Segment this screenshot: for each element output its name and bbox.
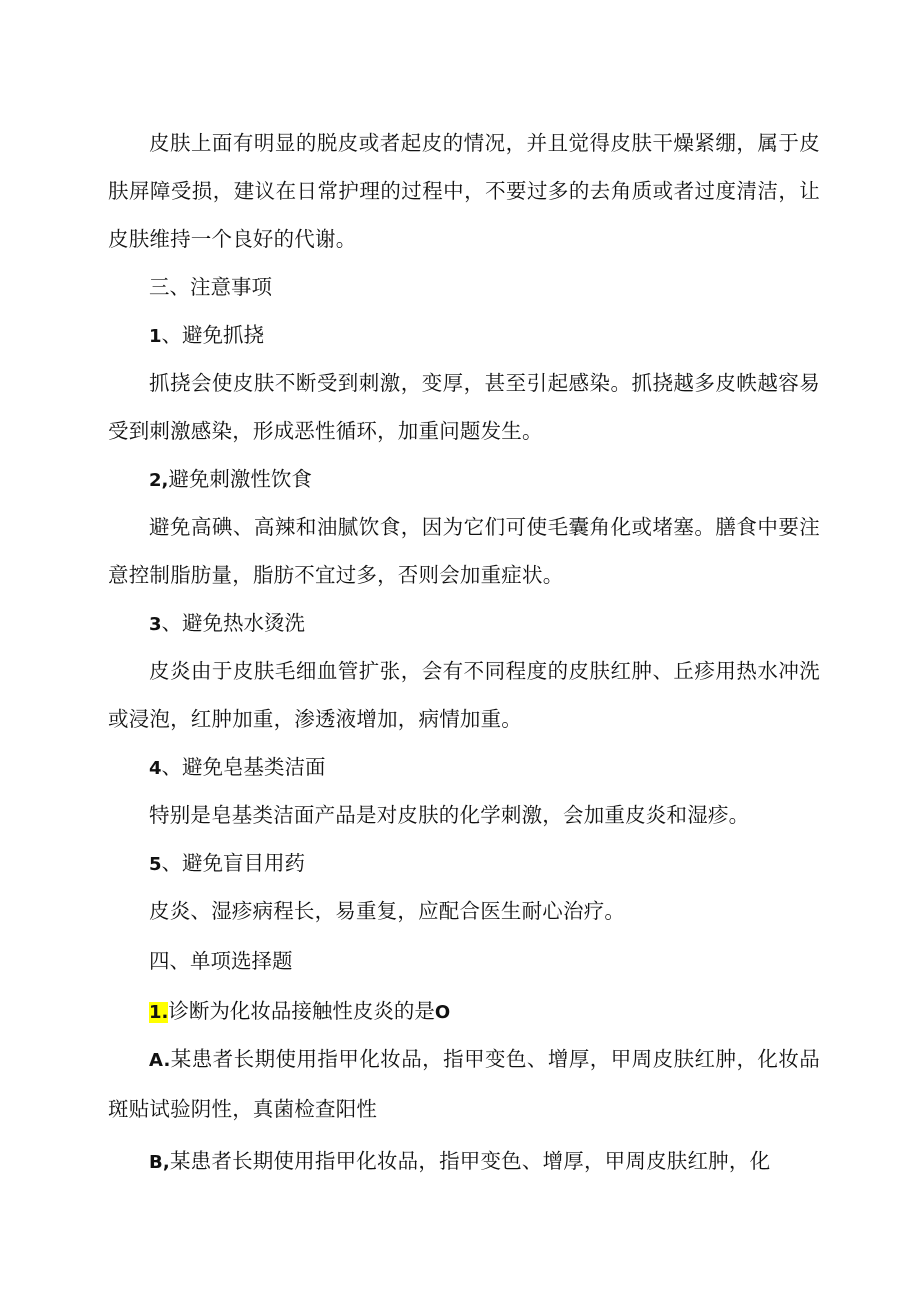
option-label: B, [149,1152,170,1173]
item-title: 、避免热水烫洗 [161,611,306,635]
item-title: 、避免皂基类洁面 [161,755,326,779]
item-number: 1 [149,326,162,347]
item-body-5: 皮炎、湿疹病程长，易重复，应配合医生耐心治疗。 [149,899,626,923]
item-number: 5 [149,854,162,875]
item-title: 、避免盲目用药 [161,851,306,875]
item-heading-2 [149,455,312,505]
item-heading-4 [149,743,326,793]
item-body-4: 特别是皂基类洁面产品是对皮肤的化学刺激，会加重皮炎和湿疹。 [149,803,750,827]
item-heading-5 [149,839,305,889]
item-heading-1 [149,311,264,361]
item-body-3: 皮炎由于皮肤毛细血管扩张，会有不同程度的皮肤红肿、丘疹用热水冲洗或浸泡，红肿加重，渗透液增加，病情加重。 [108,659,820,731]
answer-blank: O [434,1002,451,1023]
question-stem: 诊断为化妆品接触性皮炎的是 [168,999,435,1023]
option-text: 某患者长期使用指甲化妆品，指甲变色、增厚，甲周皮肤红肿，化 [169,1149,771,1173]
item-number: 4 [149,758,162,779]
item-body-2: 避免高碘、高辣和油腻饮食，因为它们可使毛囊角化或堵塞。膳食中要注意控制脂肪量，脂肪不宜过多，否则会加重症状。 [108,515,820,587]
option-a [108,1035,820,1133]
option-b [108,1137,820,1187]
item-number: 2, [149,470,169,491]
item-title: 避免刺激性饮食 [168,467,312,491]
question-number-highlight: 1. [149,1002,169,1023]
item-body-1: 抓挠会使皮肤不断受到刺激，变厚，甚至引起感染。抓挠越多皮帙越容易受到刺激感染，形成恶性循环，加重问题发生。 [108,371,820,443]
section-heading-precautions: 三、注意事项 [149,275,272,299]
question-1 [149,987,450,1037]
item-title: 、避免抓挠 [161,323,265,347]
item-heading-3 [149,599,305,649]
item-number: 3 [149,614,162,635]
option-text: 某患者长期使用指甲化妆品，指甲变色、增厚，甲周皮肤红肿，化妆品斑贴试验阴性，真菌检查阳性 [108,1047,820,1121]
paragraph-skin-barrier: 皮肤上面有明显的脱皮或者起皮的情况，并且觉得皮肤干燥紧绷，属于皮肤屏障受损，建议在日常护理的过程中，不要过多的去角质或者过度清洁，让皮肤维持一个良好的代谢。 [108,131,820,251]
section-heading-single-choice: 四、单项选择题 [149,949,293,973]
option-label: A. [149,1050,171,1071]
